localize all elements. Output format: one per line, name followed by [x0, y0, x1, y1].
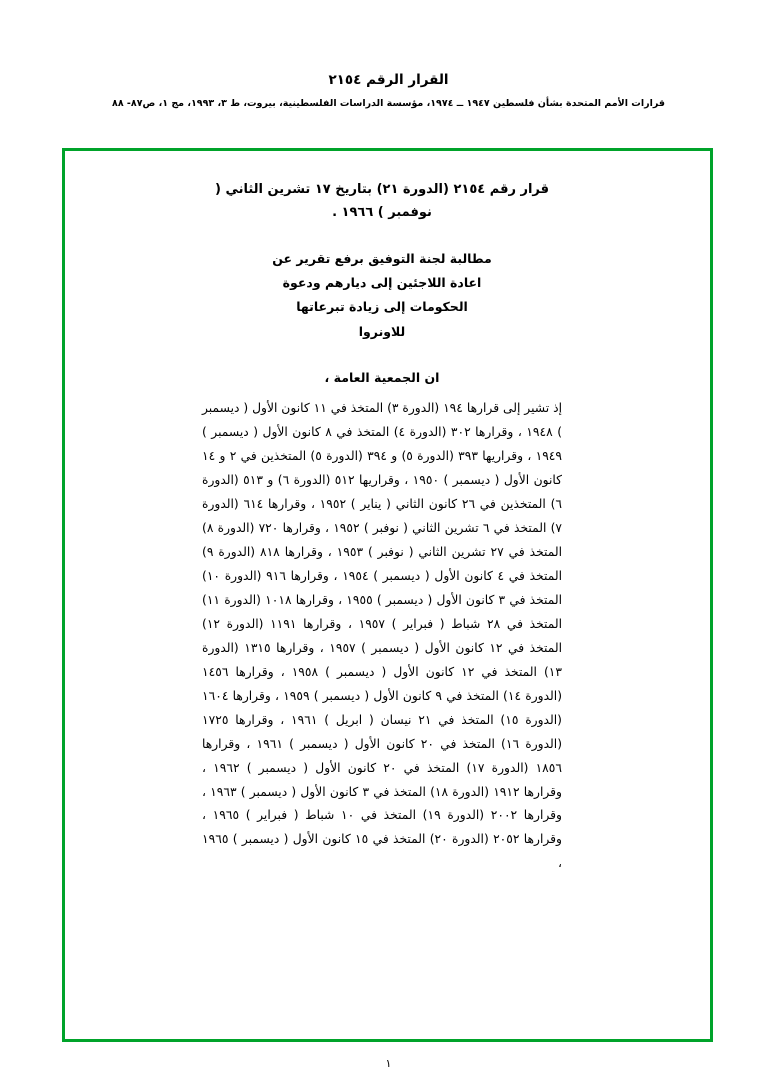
subject-line-3: الحكومات إلى زيادة تبرعاتها: [296, 299, 468, 315]
source-citation: قرارات الأمم المتحدة بشأن فلسطين ١٩٤٧ ــ ١٩٧٤، مؤسسة الدراسات الفلسطينية، بيروت، ط ٣، ١٩٩٣، مج ١، ص٨٧- ٨٨: [112, 98, 665, 110]
preamble-paragraph: إذ تشير إلى قرارها ١٩٤ (الدورة ٣) المتخذ في ١١ كانون الأول ( ديسمبر ) ١٩٤٨ ، وقرارها ٣٠٢ (الدورة ٤) المتخذ في ٨ كانون الأول ( ديسمبر ) ١٩٤٩ ، وقراريها ٣٩٣ (الدورة ٥) و ٣٩٤ (الدورة ٥) المتخذين في ٢ و ١٤ كانون الأول ( ديسمبر ) ١٩٥٠ ، وقراريها ٥١٢ (الدورة ٦) و ٥١٣ (الدورة ٦) المتخذين في ٢٦ كانون الثاني ( يناير ) ١٩٥٢ ، وقرارها ٦١٤ (الدورة ٧) المتخذ في ٦ تشرين الثاني ( نوفبر ) ١٩٥٢ ، وقرارها ٧٢٠ (الدورة ٨) المتخذ في ٢٧ تشرين الثاني ( نوفبر ) ١٩٥٣ ، وقرارها ٨١٨ (الدورة ٩) المتخذ في ٤ كانون الأول ( ديسمبر ) ١٩٥٤ ، وقرارها ٩١٦ (الدورة ١٠) المتخذ في ٣ كانون الأول ( ديسمبر ) ١٩٥٥ ، وقرارها ١٠١٨ (الدورة ١١) المتخذ في ٢٨ شباط ( فبراير ) ١٩٥٧ ، وقرارها ١١٩١ (الدورة ١٢) المتخذ في ١٢ كانون الأول ( ديسمبر ) ١٩٥٧ ، وقرارها ١٣١٥ (الدورة ١٣) المتخذ في ١٢ كانون الأول ( ديسمبر ) ١٩٥٨ ، وقرارها ١٤٥٦ (الدورة ١٤) المتخذ في ٩ كانون الأول ( ديسمبر ) ١٩٥٩ ، وقرارها ١٦٠٤ (الدورة ١٥) المتخذ في ٢١ نيسان ( ابريل ) ١٩٦١ ، وقرارها ١٧٢٥ (الدورة ١٦) المتخذ في ٢٠ كانون الأول ( ديسمبر ) ١٩٦١ ، وقرارها ١٨٥٦ (الدورة ١٧) المتخذ في ٢٠ كانون الأول ( ديسمبر ) ١٩٦٢ ، وقرارها ١٩١٢ (الدورة ١٨) المتخذ في ٣ كانون الأول ( ديسمبر ) ١٩٦٣ ، وقرارها ٢٠٠٢ (الدورة ١٩) المتخذ في ١٠ شباط ( فبراير ) ١٩٦٥ ، وقرارها ٢٠٥٢ (الدورة ٢٠) المتخذ في ١٥ كانون الأول ( ديسمبر ) ١٩٦٥ ،: [202, 401, 563, 871]
page-title: القرار الرقم ٢١٥٤: [328, 72, 449, 88]
resolution-heading: قرار رقم ٢١٥٤ (الدورة ٢١) بتاريخ ١٧ تشرين الثاني ( نوفمبر ) ١٩٦٦ .: [214, 182, 550, 220]
subject-line-1: مطالبة لجنة التوفيق برفع تقرير عن: [272, 250, 492, 266]
subject-line-2: اعادة اللاجئين إلى ديارهم ودعوة: [282, 274, 482, 290]
document-header: [0, 72, 777, 111]
assembly-line: ان الجمعية العامة ،: [324, 370, 440, 385]
document-body: [202, 179, 562, 876]
subject-block: [202, 247, 562, 345]
content-frame: [62, 148, 713, 1042]
subject-line-4: للاونروا: [358, 323, 406, 339]
page-number: ١: [385, 1057, 392, 1070]
